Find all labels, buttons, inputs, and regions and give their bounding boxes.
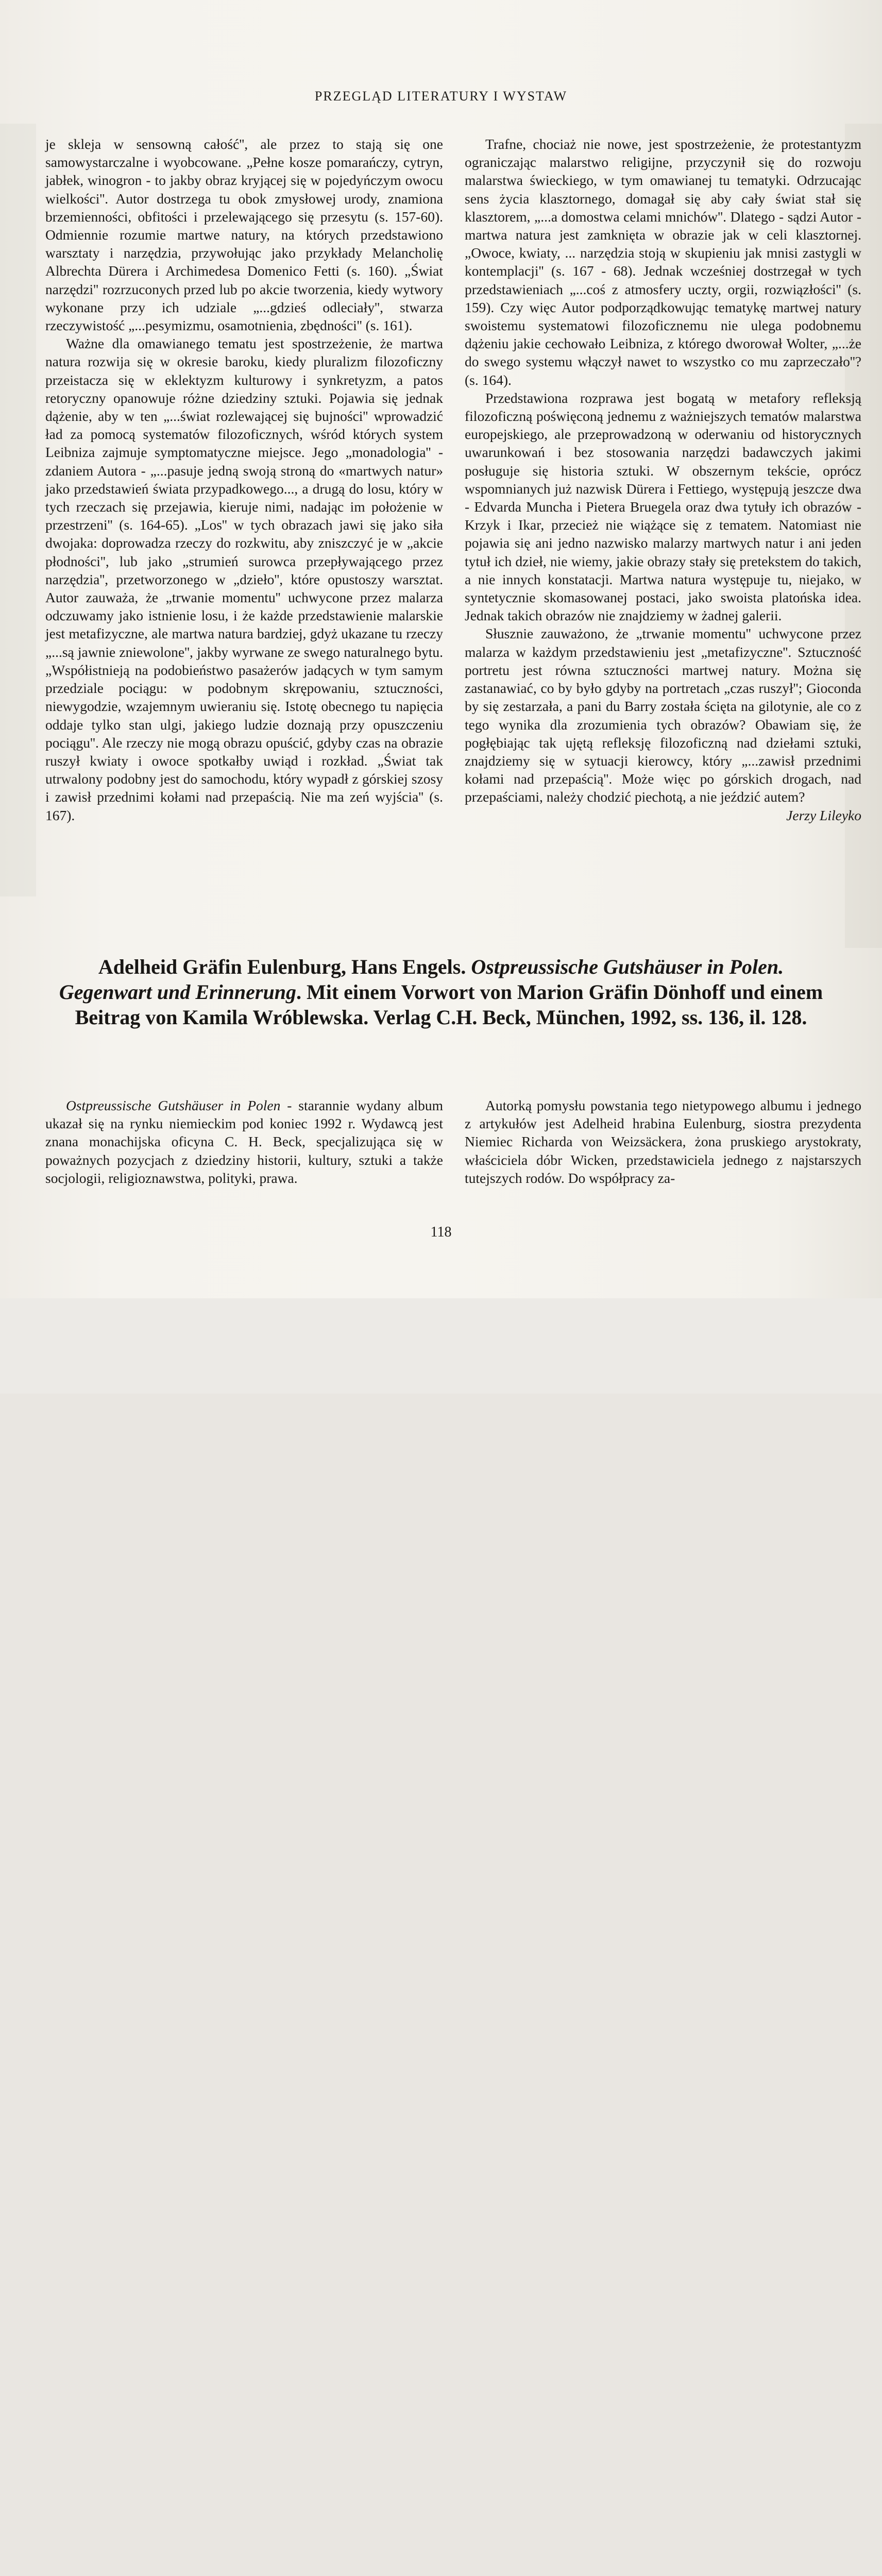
- review-left-column: [45, 1096, 443, 1187]
- paragraph: [45, 1096, 443, 1187]
- review-heading-book-title: Ostpreussische Gutshäuser in Polen. Gegenwart und Erinnerung: [59, 955, 784, 1004]
- page-number: 118: [430, 1224, 452, 1240]
- review-heading: [49, 954, 833, 1030]
- paragraph: je skleja w sensowną całość'', ale przez to stają się one samowystarczalne i wyobcowane. „Pełne kosze pomarańczy, cytryn, jabłek, winogron - to jakby obraz kryjącej się w pojedyńczym owocu wielkości''. Autor dostrzega tu obok zmysłowej urody, znamiona brzemienności, obfitości i przelewającego się przesytu (s. 157-60). Odmiennie rozumie martwe natury, na których przedstawiono warsztaty i narzędzia, przywołując jako przykłady Melancholię Albrechta Dürera i Archimedesa Domenico Fetti (s. 160). „Świat narzędzi'' rozrzuconych przed lub po akcie tworzenia, kiedy wytwory wykonane przy ich udziale „...gdzieś odleciały'', stwarza rzeczywistość „...pesymizmu, osamotnienia, zbędności'' (s. 161).: [45, 136, 443, 334]
- author-signature: Jerzy Lileyko: [786, 807, 861, 823]
- book-title-italic: Ostpreussische Gutshäuser in Polen: [66, 1097, 281, 1113]
- paragraph: Autorką pomysłu powstania tego nietypowego albumu i jednego z artykułów jest Adelheid hrabina Eulenburg, siostra prezydenta Niemiec Richarda von Weizsäckera, żona pruskiego arystokraty, właściciela dóbr Wicken, przedstawiciela jednego z najstarszych tutejszych rodów. Do współpracy za-: [465, 1097, 861, 1186]
- review-heading-authors: Adelheid Gräfin Eulenburg, Hans Engels.: [98, 955, 471, 978]
- running-head: PRZEGLĄD LITERATURY I WYSTAW: [314, 89, 568, 104]
- bleed-through-shadow: [0, 124, 36, 896]
- article-right-column: [465, 135, 861, 824]
- viewer-footer: [0, 1298, 882, 1394]
- paragraph: Przedstawiona rozprawa jest bogatą w metafory refleksją filozoficzną poświęconą jednemu z ważniejszych tematów malarstwa europejskiego, ale przeprowadzoną w oderwaniu od historycznych uwarunkowań i bez stosowania narzędzi badawczych jakimi posługuje się historia sztuki. W obszernym tekście, oprócz wspomnianych już nazwisk Dürera i Fettiego, występują jeszcze dwa - Edvarda Muncha i Pietera Bruegela oraz dwa tytuły ich obrazów - Krzyk i Ikar, przecież nie wiążące się z tematem. Natomiast nie pojawia się ani jedno nazwisko malarzy martwych natur i ani jeden tytuł ich dzieł, nie wiemy, jakie obrazy stały się pretekstem do takich, a nie innych konstatacji. Martwa natura występuje tu, niejako, w syntetycznie skomasowanej postaci, jako swoista platońska idea. Jednak takich obrazów nie znajdziemy w żadnej galerii.: [465, 389, 861, 624]
- review-right-column: [465, 1096, 861, 1187]
- paragraph-text: - starannie wydany album ukazał się na rynku niemieckim pod koniec 1992 r. Wydawcą jest znana monachijska oficyna C. H. Beck, specjalizująca się w poważnych pozycjach z dziedziny historii, kultury, sztuki a także socjologii, religioznawstwa, polityki, prawa.: [45, 1097, 444, 1186]
- article-left-column: [45, 135, 443, 824]
- paragraph: Słusznie zauważono, że „trwanie momentu'' uchwycone przez malarza w każdym przedstawieniu jest „metafizyczne''. Sztuczność portretu jest równa sztuczności martwej natury. Można się zastanawiać, co by było gdyby na portretach „czas ruszył''; Gioconda by się zestarzała, a pani du Barry została ścięta na gilotynie, ale co z tego wynika dla zrozumienia tych obrazów? Obawiam się, że pogłębiając tak ujętą refleksję filozoficzną nad dziełami sztuki, znajdziemy się w sytuacji kierowcy, który „...zawisł przednimi kołami nad przepaścią''. Może więc po górskich drogach, nad przepaściami, należy chodzić piechotą, a nie jeździć autem?: [465, 625, 861, 805]
- paragraph: Trafne, chociaż nie nowe, jest spostrzeżenie, że protestantyzm ograniczając malarstwo religijne, przyczynił się do rozwoju malarstwa świeckiego, w tym omawianej tu tematyki. Odrzucając sens życia klasztornego, domagał się aby cały świat stał się klasztorem, „...a domostwa celami mnichów''. Dlatego - sądzi Autor - martwa natura jest zamknięta w obrazie jak w celi klasztornej. „Owoce, kwiaty, ... narzędzia stoją w skupieniu jak mnisi zastygli w kontemplacji'' (s. 167 - 68). Jednak wcześniej dostrzegał w tych przedstawieniach „...coś z atmosfery uczty, orgii, rozwiązłości'' (s. 159). Czy więc Autor podporządkowując tematykę martwej natury swoistemu systematowi filozoficznemu nie ulega podobnemu dążeniu jakie cechowało Leibniza, z którego dworował Wolter, „...że do swego systemu włączył nawet to wszystko co mu zaprzeczało''? (s. 164).: [465, 136, 861, 388]
- review-heading-details: . Mit einem Vorwort von Marion Gräfin Dönhoff und einem Beitrag von Kamila Wróblewska. Verlag C.H. Beck, München, 1992, ss. 136, il. 128.: [75, 980, 823, 1029]
- paragraph: Ważne dla omawianego tematu jest spostrzeżenie, że martwa natura rozwija się w okresie baroku, kiedy pluralizm filozoficzny przeistacza się w eklektyzm kulturowy i synkretyzm, a patos retoryczny opanowuje różne dziedziny sztuki. Pojawia się jednak dążenie, aby w ten „...świat rozlewającej się bujności'' wprowadzić ład za pomocą systematów filozoficznych, wśród których system Leibniza zajmuje symptomatyczne miejsce. Jego „monadologia'' - zdaniem Autora - „...pasuje jedną swoją stroną do «martwych natur» jako przedstawień świata przypadkowego..., a drugą do losu, który w tych rzeczach się przejawia, kieruje nimi, nadając im położenie w przestrzeni'' (s. 164-65). „Los'' w tych obrazach jawi się jako siła dwojaka: doprowadza rzeczy do rozkwitu, aby zniszczyć je w „akcie płodności'', lub jako „strumień surowca przepływającego przez narzędzia'', przetworzonego w „dzieło'', które opustoszy warsztat. Autor zauważa, że „trwanie momentu'' uchwycone przez malarza odczuwamy jako istnienie losu, i że każde przedstawienie malarskie jest metafizyczne, ale martwa natura bardziej, gdyż ukazane tu rzeczy „...są jawnie zniewolone'', jakby wyrwane ze swego naturalnego bytu. „Współistnieją na podobieństwo pasażerów jadących w tym samym przedziale pociągu: w podobnym skrępowaniu, sztuczności, niewygodzie, wzajemnym uwieraniu się. Istotę obecnego tu napięcia oddaje tylko stan ulgi, jakiego ludzie doznają przy opuszczeniu pociągu''. Ale rzeczy nie mogą obrazu opuścić, gdyby czas na obrazie ruszył kwiaty i owoce spotkałby uwiąd i rozkład. „Świat tak utrwalony podobny jest do samochodu, który wypadł z górskiej szosy i zawisł przednimi kołami nad przepaścią. Nie ma zeń wyjścia'' (s. 167).: [45, 335, 443, 823]
